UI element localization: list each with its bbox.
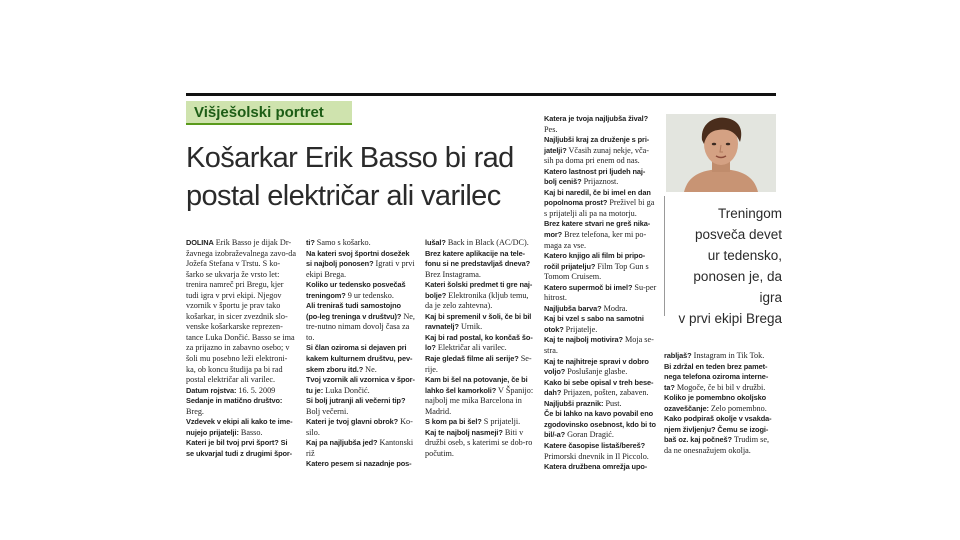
answer-text: Urnik. [458,322,483,332]
answer-text: Samo s košarko. [314,238,371,247]
question-text: Brez katere stvari ne greš nika-mor? [544,219,651,240]
question-text: Kam bi šel na potovanje, če bi lahko šel kamorkoli? [425,375,528,395]
answer-text: Prijazen, pošten, zabaven. [561,388,649,398]
answer-text: Zelo pomembno. [708,403,767,413]
answer-text: 16. 5. 2009 [236,385,276,395]
answer-text: Se-rije. [425,354,532,374]
column-text [186,238,296,459]
question-text: Najljubši praznik: [544,398,604,408]
question-text: Kaj bi spremenil v šoli, če bi bil ravnatelj? [425,311,532,332]
portrait-illustration [666,114,776,192]
question-text: Katero pesem si nazadnje pos- [306,459,412,469]
answer-text: 9 ur tedensko. [345,290,394,300]
answer-text: Goran Dragić. [565,430,614,440]
question-text: Katero lastnost pri ljudeh naj-bolj ceniš? [544,166,646,187]
article-column-4 [544,114,657,473]
question-text: Kateri šolski predmet ti gre naj-bolje? [425,280,533,300]
question-text: Kaj bi rad postal, ko končaš šo-lo? [425,332,533,353]
answer-text: Su-per hitrost. [544,282,657,303]
answer-text: Preživel bi ga s prijatelji ali pa na motorju. [544,198,655,218]
portrait-photo [666,114,776,192]
answer-text: Elektronika (kljub temu, da je zelo zahtevna). [425,290,529,311]
question-text: Kaj bi vzel s sabo na samotni otok? [544,314,644,334]
question-text: Raje gledaš filme ali serije? [425,354,519,364]
answer-text: Primorski dnevnik in Il Piccolo. [544,451,649,461]
answer-text: Ne. [363,364,377,374]
question-text: Kaj te najbolj motivira? [544,335,623,345]
headline [186,139,536,215]
answer-text: Modra. [601,303,628,313]
answer-text: V Španijo: najbolj me mika Barcelona in Madrid. [425,385,534,416]
column-text [664,351,776,456]
answer-text: Moja se-stra. [544,335,654,356]
column-text [425,238,535,459]
caption-line-3: ur tedensko, [707,248,782,263]
question-text: Si član oziroma si dejaven pri kakem kulturnem društvu, pev-skem zboru itd.? [306,343,413,374]
question-text: Katera je tvoja najljubša žival? [544,114,649,123]
question-text: Bi zdržal en teden brez pamet-nega telefona oziroma interne-ta? [664,361,769,392]
article-column-5 [664,351,776,456]
question-text: Katero knjigo ali film bi pripo-ročil prijatelju? [544,251,646,271]
answer-text: Biti v družbi oseb, s katerimi se dob-ro počutim. [425,427,533,458]
headline-line-1: Košarkar Erik Basso bi rad [186,142,514,174]
answer-text: Ko-silo. [306,417,413,437]
answer-text: Luka Dončić. [323,385,370,395]
question-text: Katera družbena omrežja upo- [544,462,648,472]
caption-line-1: Treningom [717,206,782,221]
answer-text: Pust. [603,398,622,408]
answer-text: Prijaznost. [581,177,619,187]
question-text: Kaj pa najljubša jed? [306,438,378,448]
question-text: Kateri je tvoj glavni obrok? [306,417,399,427]
caption-line-4: ponosen je, da igra [693,269,782,305]
answer-text: Ne, tre-nutno nimam dovolj časa za to. [306,311,415,342]
headline-line-2: postal električar ali varilec [186,180,501,212]
column-text [306,238,416,470]
question-text: Kako podpiraš okolje v vsakda-njem življenju? Čemu se izogi-baš oz. kaj počneš? [664,414,772,445]
question-text: Katero supermoč bi imel? [544,282,633,292]
question-text: Na kateri svoj športni dosežek si najbolj ponosen? [306,248,410,269]
question-text: Najljubši kraj za druženje s pri-jatelji? [544,135,650,155]
answer-text: Film Top Gun s Tomom Cruisem. [544,261,649,282]
section-tag: Višješolski portret [186,101,352,125]
question-text: Katere časopise listaš/bereš? [544,440,646,450]
question-text: Koliko je pomembno okoljsko ozaveščanje: [664,393,767,413]
answer-text: Brez telefona, ker mi po-maga za vse. [544,230,647,250]
answer-text: Instagram in Tik Tok. [691,351,765,360]
caption-line-2: posveča devet [694,227,782,242]
question-text: Kaj te najbolj nasmeji? [425,427,503,437]
answer-text: Basso. [238,427,263,437]
caption-rule [664,196,665,316]
question-text: Brez katere aplikacije na tele-fonu si ne predstavljaš dneva? [425,248,531,269]
answer-text: Pes. [544,124,558,134]
answer-text: Poslušanje glasbe. [565,367,628,377]
answer-text: Trudim se, da ne onesnažujem okolja. [664,435,770,455]
article-column-3 [425,238,535,459]
question-text: Sedanje in matično društvo: [186,396,283,406]
question-text: Če bi lahko na kavo povabil eno zgodovinsko osebnost, kdo bi to bil/-a? [544,409,656,440]
article-column-1 [186,238,296,459]
answer-text: Prijatelje. [563,324,598,334]
question-text: DOLINA [186,238,214,247]
question-text: Kaj bi naredil, če bi imel en dan popolnoma prost? [544,187,651,208]
answer-text: Mogoče, če bi bil v družbi. [674,382,766,392]
article-column-2 [306,238,416,470]
question-text: S kom pa bi šel? [425,417,482,427]
answer-text: Brez Instagrama. [425,269,481,279]
question-text: Ali treniraš tudi samostojno (po-leg treninga v društvu)? [306,301,402,321]
answer-text: Back in Black (AC/DC). [445,238,529,247]
question-text: Datum rojstva: [186,385,237,395]
answer-text: Erik Basso je dijak Dr-žavnega izobraževalnega zavo-da Jožefa Stefana v Trstu. S ko-šarko se ukvarja že vrsto let: trenira namreč pri Bregu, kjer tudi igra v prvi ekipi. Njegov vzornik v športu je prav tako košarkar, in sicer zvezdnik slo-venske košarkarske reprezen-tance Luka Dončić. Basso se ima za prijazno in zabavno osebo; v šoli mu posebno leži elektroni-ka, ob koncu študija pa bi rad postal električar ali varilec. [186,238,297,385]
question-text: Tvoj vzornik ali vzornica v špor-tu je: [306,375,415,395]
question-text: Koliko ur tedensko posvečaš treningom? [306,280,406,300]
question-text: Kateri je bil tvoj prvi šport? Si se ukvarjal tudi z drugimi špor- [186,438,293,458]
caption-line-5: v prvi ekipi Brega [678,311,782,326]
answer-text: S prijatelji. [481,417,521,427]
question-text: Kako bi sebe opisal v treh bese-dah? [544,377,654,398]
answer-text: Električar ali varilec. [435,343,507,353]
question-text: Kaj te najhitreje spravi v dobro voljo? [544,356,649,377]
question-text: Vzdevek v ekipi ali kako te ime-nujejo prijatelji: [186,417,293,437]
answer-text: Kantonski riž [306,438,414,458]
photo-caption [672,203,782,329]
top-rule [186,93,776,96]
answer-text: Breg. [186,406,204,416]
question-text: rabljaš? [664,351,692,360]
question-text: Si bolj jutranji ali večerni tip? [306,396,406,406]
question-text: lušal? [425,238,446,247]
question-text: Najljubša barva? [544,303,602,313]
column-text [544,114,657,473]
answer-text: Igrati v prvi ekipi Brega. [306,259,415,279]
answer-text: Včasih zunaj nekje, vča-sih pa doma pri enem od nas. [544,145,649,166]
question-text: ti? [306,238,315,247]
answer-text: Bolj večerni. [306,406,349,416]
